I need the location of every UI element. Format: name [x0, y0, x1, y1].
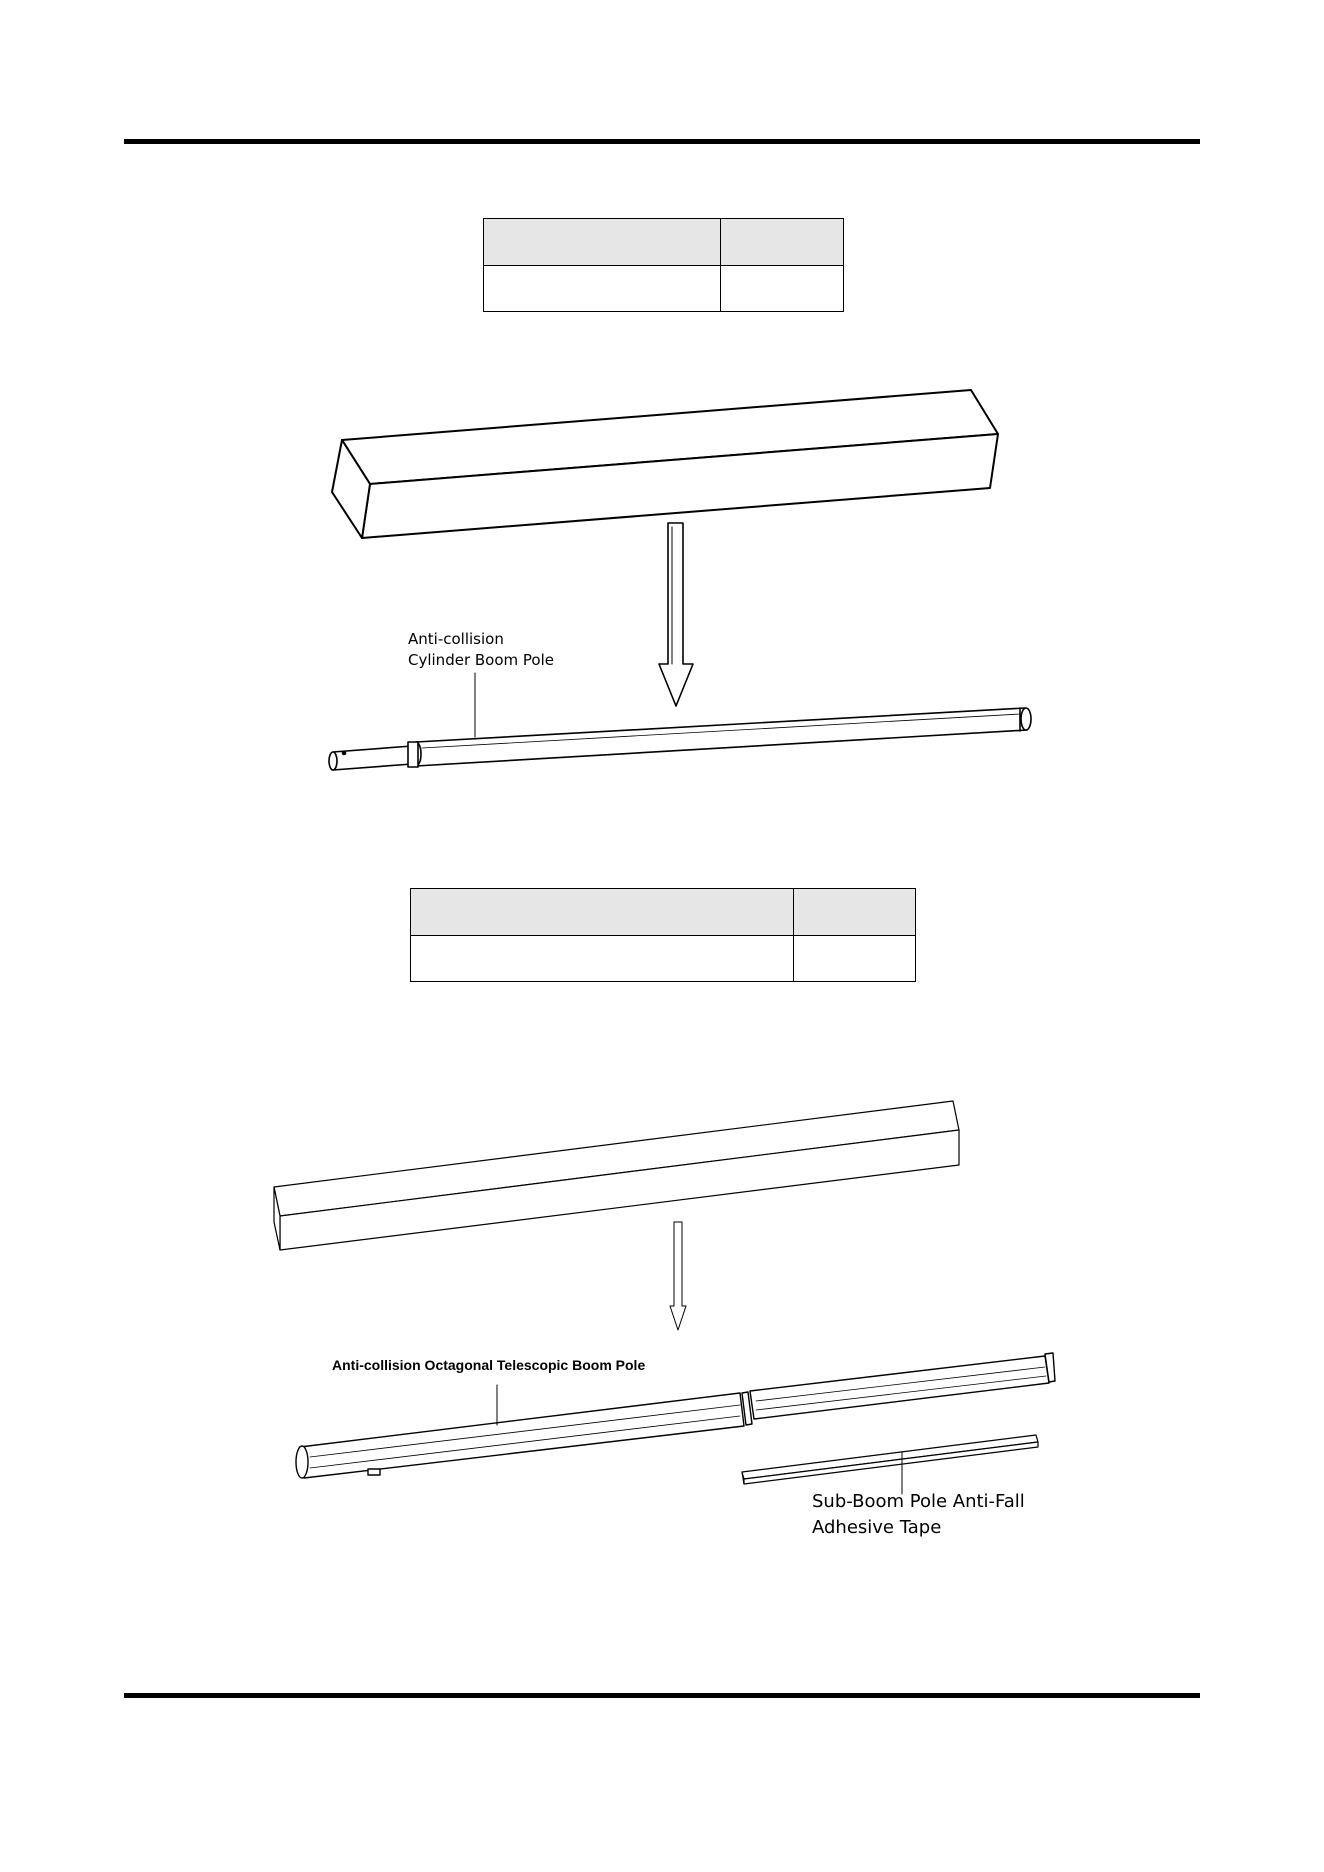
package-box-2 — [274, 1101, 959, 1250]
tape-label-line1: Sub-Boom Pole Anti-Fall — [812, 1491, 1025, 1512]
pole-label-line2: Cylinder Boom Pole — [408, 651, 554, 669]
adhesive-tape-strip — [742, 1435, 1038, 1484]
pole-label-line1: Anti-collision — [408, 630, 504, 648]
cylinder-boom-pole — [329, 708, 1031, 770]
footer-rule — [124, 1693, 1200, 1698]
arrow-down-icon — [659, 523, 693, 706]
octagonal-pole-label: Anti-collision Octagonal Telescopic Boom Pole — [332, 1357, 646, 1373]
tape-label-line2: Adhesive Tape — [812, 1517, 942, 1538]
package-box-1 — [332, 390, 998, 538]
arrow-down-icon — [670, 1222, 686, 1330]
